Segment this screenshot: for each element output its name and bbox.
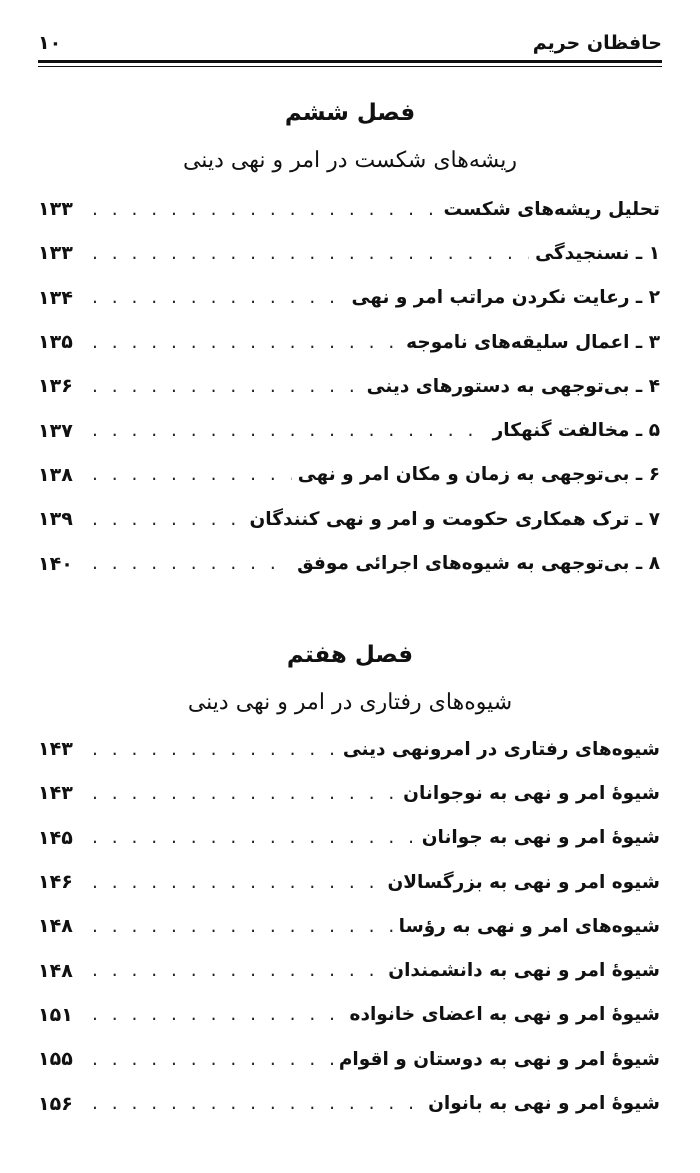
toc-entry-title: شیوهٔ امر و نهی به نوجوانان [403, 782, 660, 804]
toc-entry-page: ۱۴۰ [38, 552, 73, 575]
toc-entry-page: ۱۵۶ [38, 1092, 73, 1115]
toc-entry-page: ۱۵۵ [38, 1048, 73, 1071]
toc-entry[interactable] [38, 948, 660, 992]
toc-entry[interactable] [38, 993, 660, 1037]
toc-leader-dots [92, 872, 381, 893]
toc-entry-title: ۷ ـ ترک همکاری حکومت و امر و نهی کنندگان [249, 508, 660, 530]
toc-entry-title: ۲ ـ رعایت نکردن مراتب امر و نهی [351, 287, 660, 309]
toc-leader-dots [92, 420, 487, 441]
toc-leader-dots [92, 553, 291, 574]
toc-leader-dots [92, 509, 244, 530]
toc-leader-dots [92, 783, 397, 804]
toc-leader-dots [92, 332, 400, 353]
chapter-7-toc [38, 727, 660, 1126]
toc-leader-dots [92, 827, 416, 848]
toc-leader-dots [92, 916, 393, 937]
toc-entry-title: تحلیل ریشه‌های شکست [443, 198, 660, 220]
chapter-7-title: فصل هفتم [286, 642, 414, 668]
running-header [38, 28, 662, 58]
toc-entry-title: ۱ ـ نسنجیدگی [535, 242, 660, 264]
toc-entry[interactable] [38, 497, 660, 541]
chapter-6-title: فصل ششم [284, 100, 416, 126]
toc-entry-page: ۱۳۳ [38, 198, 73, 221]
book-title: حافظان حریم [532, 32, 662, 54]
toc-entry[interactable] [38, 771, 660, 815]
toc-entry-title: شیوه‌های رفتاری در امرونهی دینی [342, 738, 660, 760]
toc-entry-page: ۱۳۶ [38, 375, 73, 398]
toc-leader-dots [92, 243, 529, 264]
toc-entry-page: ۱۴۵ [38, 826, 73, 849]
toc-entry-page: ۱۴۸ [38, 959, 73, 982]
toc-entry-title: شیوهٔ امر و نهی به بانوان [428, 1093, 660, 1115]
toc-entry-title: شیوهٔ امر و نهی به جوانان [421, 827, 660, 849]
toc-entry-title: ۳ ـ اعمال سلیقه‌های ناموجه [406, 331, 660, 353]
toc-leader-dots [92, 1049, 333, 1070]
toc-entry-title: شیوه‌های امر و نهی به رؤسا [398, 915, 660, 937]
toc-entry-page: ۱۳۳ [38, 242, 73, 265]
toc-entry-page: ۱۴۶ [38, 871, 73, 894]
toc-entry[interactable] [38, 816, 660, 860]
toc-entry-title: ۶ ـ بی‌توجهی به زمان و مکان امر و نهی [297, 464, 660, 486]
toc-entry[interactable] [38, 1081, 660, 1125]
toc-entry[interactable] [38, 408, 660, 452]
header-rule-thick [38, 60, 662, 63]
chapter-6-subtitle: ریشه‌های شکست در امر و نهی دینی [182, 148, 518, 173]
toc-entry[interactable] [38, 727, 660, 771]
toc-entry-title: ۸ ـ بی‌توجهی به شیوه‌های اجرائی موفق [297, 553, 660, 575]
toc-entry-page: ۱۳۵ [38, 331, 73, 354]
toc-leader-dots [92, 739, 337, 760]
toc-entry-title: شیوهٔ امر و نهی به دوستان و اقوام [338, 1048, 660, 1070]
toc-leader-dots [92, 287, 346, 308]
toc-leader-dots [92, 1093, 422, 1114]
toc-entry[interactable] [38, 904, 660, 948]
toc-entry-title: شیوهٔ امر و نهی به دانشمندان [388, 960, 660, 982]
toc-entry-title: شیوهٔ امر و نهی به اعضای خانواده [349, 1004, 660, 1026]
toc-entry[interactable] [38, 541, 660, 585]
toc-entry[interactable] [38, 187, 660, 231]
toc-entry[interactable] [38, 276, 660, 320]
toc-entry-page: ۱۴۸ [38, 915, 73, 938]
toc-entry-title: ۴ ـ بی‌توجهی به دستورهای دینی [366, 375, 660, 397]
toc-leader-dots [92, 376, 361, 397]
toc-entry-page: ۱۵۱ [38, 1003, 73, 1026]
toc-entry-title: ۵ ـ مخالفت گنهکار [492, 420, 660, 442]
toc-entry-page: ۱۳۹ [38, 508, 73, 531]
toc-entry-title: شیوه امر و نهی به بزرگسالان [387, 871, 660, 893]
toc-entry[interactable] [38, 320, 660, 364]
chapter-6-toc [38, 187, 660, 586]
toc-leader-dots [92, 199, 437, 220]
page-number: ۱۰ [38, 32, 62, 54]
chapter-7-subtitle: شیوه‌های رفتاری در امر و نهی دینی [187, 690, 513, 715]
toc-leader-dots [92, 464, 292, 485]
toc-entry-page: ۱۳۸ [38, 463, 73, 486]
toc-entry-page: ۱۳۷ [38, 419, 73, 442]
toc-entry[interactable] [38, 1037, 660, 1081]
toc-entry-page: ۱۴۳ [38, 782, 73, 805]
toc-leader-dots [92, 960, 382, 981]
toc-entry-page: ۱۴۳ [38, 738, 73, 761]
header-rule-thin [38, 66, 662, 67]
toc-entry[interactable] [38, 364, 660, 408]
toc-entry-page: ۱۳۴ [38, 286, 73, 309]
toc-entry[interactable] [38, 231, 660, 275]
toc-leader-dots [92, 1004, 344, 1025]
toc-entry[interactable] [38, 860, 660, 904]
toc-entry[interactable] [38, 453, 660, 497]
